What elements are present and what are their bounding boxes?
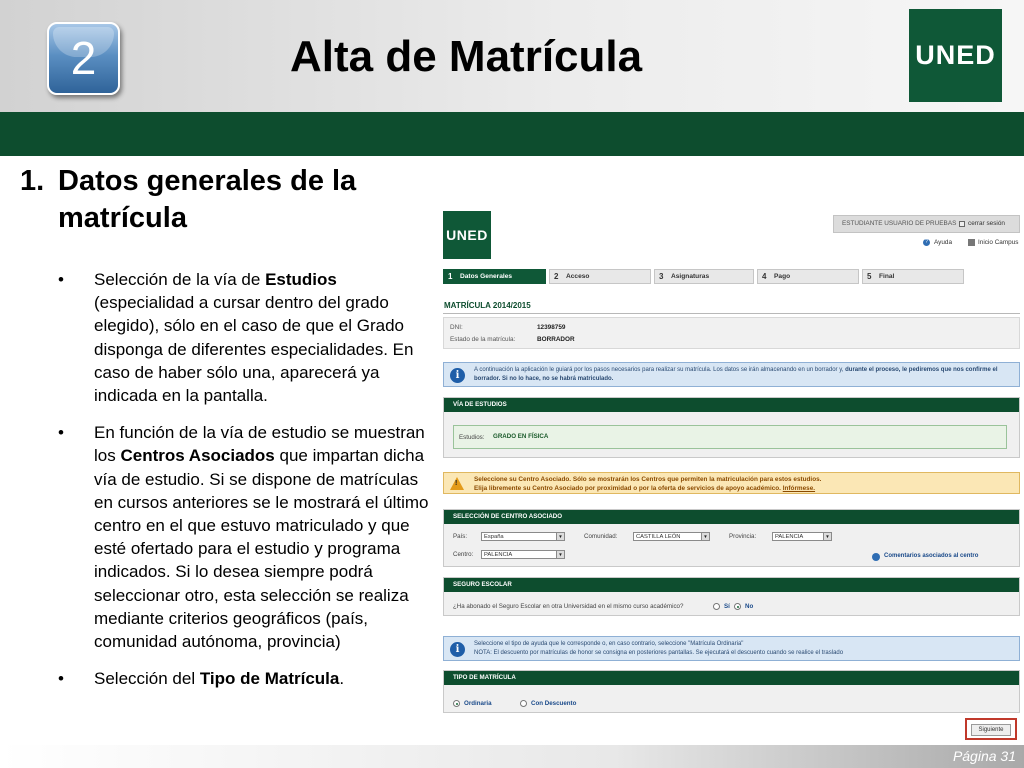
ordinaria-radio[interactable]	[453, 700, 460, 707]
slide-footer	[0, 745, 1024, 768]
provincia-label: Provincia:	[729, 533, 757, 540]
bullet-item	[58, 667, 436, 690]
step-acceso[interactable]: 2 Acceso	[549, 269, 651, 284]
intro-notice	[443, 362, 1020, 387]
matricula-title: MATRÍCULA 2014/2015	[444, 301, 531, 310]
step-final[interactable]: 5 Final	[862, 269, 964, 284]
help-link[interactable]: Ayuda	[934, 239, 953, 246]
dni-value: 12398759	[537, 324, 566, 331]
bullet-bold-text: Centros Asociados	[120, 446, 275, 466]
bullet-item	[58, 421, 436, 653]
chevron-down-icon: ▼	[556, 551, 564, 558]
help-icon[interactable]: ?	[923, 239, 930, 246]
divider	[443, 313, 1020, 314]
centro-asociado-panel	[443, 509, 1020, 567]
bullet-marker: •	[58, 423, 64, 443]
chevron-down-icon: ▼	[701, 533, 709, 540]
centro-label: Centro:	[453, 551, 474, 558]
ayuda-notice	[443, 636, 1020, 661]
seguro-escolar-panel	[443, 577, 1020, 616]
page-number: Página 31	[952, 748, 1016, 764]
estudios-label: Estudios:	[459, 434, 485, 441]
ayuda-text: Seleccione el tipo de ayuda que le corresponde o, en caso contrario, seleccione "Matrícula Ordinaria" NOTA: El descuento por matrículas de honor se consigna en posteriores pantallas. Se ejecutará el descuento cuando se realice el traslado	[474, 641, 844, 656]
dni-label: DNI:	[450, 324, 463, 331]
seguro-escolar-header: SEGURO ESCOLAR	[444, 578, 1019, 592]
section-title: Datos generales de la matrícula	[58, 165, 357, 234]
uned-logo: UNED	[909, 9, 1002, 102]
comunidad-label: Comunidad:	[584, 533, 618, 540]
logout-link[interactable]: cerrar sesión	[968, 220, 1005, 227]
bullet-text: Selección de la vía de	[94, 270, 266, 289]
slide-header	[0, 0, 1024, 112]
app-logo: UNED	[443, 211, 491, 259]
slide-title: Alta de Matrícula	[290, 32, 643, 81]
seguro-si-label: Sí	[724, 603, 730, 610]
info-icon: i	[450, 642, 465, 657]
centro-warning: ! Seleccione su Centro Asociado. Sólo se mostrarán los Centros que permiten la matriculación para estos estudios. Elija libremente su Centro Asociado por proximidad o por la oferta de servicios de apoyo académico. Infórmese.	[443, 472, 1020, 494]
step-datos-generales[interactable]: 1 Datos Generales	[443, 269, 546, 284]
step-number-badge: 2	[47, 22, 120, 95]
bullet-text: Selección del	[94, 669, 200, 689]
con-descuento-label: Con Descuento	[531, 700, 577, 707]
step-pago[interactable]: 4 Pago	[757, 269, 859, 284]
next-button-highlight	[965, 718, 1017, 740]
user-name: ESTUDIANTE USUARIO DE PRUEBAS	[842, 220, 957, 227]
centro-asociado-header: SELECCIÓN DE CENTRO ASOCIADO	[444, 510, 1019, 524]
siguiente-button[interactable]: Siguiente	[971, 724, 1011, 736]
seguro-no-radio[interactable]	[734, 603, 741, 610]
tipo-matricula-header: TIPO DE MATRÍCULA	[444, 671, 1019, 685]
bullet-bold-text: Tipo de Matrícula	[199, 669, 340, 689]
centro-select[interactable]: PALENCIA ▼	[481, 550, 565, 559]
embedded-screenshot	[443, 206, 1021, 744]
tipo-matricula-panel	[443, 670, 1020, 713]
home-icon[interactable]	[968, 239, 975, 246]
estado-label: Estado de la matrícula:	[450, 336, 516, 343]
progress-steps	[443, 269, 968, 284]
bullet-text: (especialidad a cursar dentro del grado elegido), sólo en el caso de que el Grado disponga de diferentes especialidades. En caso de haber sólo una, aparecerá ya indicada en la pantalla.	[94, 293, 414, 406]
provincia-select[interactable]: PALENCIA ▼	[772, 532, 832, 541]
con-descuento-radio[interactable]	[520, 700, 527, 707]
notice-text: A continuación la aplicación le guiará por los pasos necesarios para realizar su matrícula. Los datos se irán almacenando en un borrador y, durante el proceso, le pediremos que nos confirme el borrador. Si no lo hace, no se habrá matriculado.	[474, 367, 998, 382]
estado-value: BORRADOR	[537, 336, 575, 343]
logout-icon[interactable]	[959, 221, 965, 227]
user-bar	[833, 215, 1020, 233]
ordinaria-label: Ordinaria	[464, 700, 492, 707]
bullet-text: En función de la vía de estudio se muestran los	[94, 423, 425, 466]
seguro-no-label: No	[745, 603, 754, 610]
bullet-text: que impartan dicha vía de estudio. Si se dispone de matrículas en cursos anteriores se le mostrará el último centro en el que estuvo matriculado y que esté ofertado para el estudio y programa indicados. Si lo desea siempre podrá seleccionar otro, esta selección se realiza mediante criterios geográficos (país, comunidad autónoma, provincia)	[94, 446, 429, 652]
home-link[interactable]: Inicio Campus	[978, 239, 1019, 246]
bullet-list	[58, 268, 436, 704]
bullet-marker: •	[58, 669, 64, 689]
via-estudios-box	[453, 425, 1007, 449]
header-green-band	[0, 112, 1024, 156]
section-number: 1.	[20, 165, 45, 197]
bullet-text: .	[339, 669, 345, 689]
seguro-si-radio[interactable]	[713, 603, 720, 610]
informese-link[interactable]: Infórmese.	[782, 484, 816, 492]
bullet-item	[58, 268, 436, 407]
warning-text: Seleccione su Centro Asociado. Sólo se mostrarán los Centros que permiten la matriculación para estos estudios. Elija libremente su Centro Asociado por proximidad o por la oferta de servicios de apoyo académico. Infórmese.	[474, 476, 822, 492]
via-estudios-header: VÍA DE ESTUDIOS	[444, 398, 1019, 412]
info-icon: i	[450, 368, 465, 383]
comentarios-centro-link[interactable]: Comentarios asociados al centro	[884, 553, 979, 559]
chevron-down-icon: ▼	[823, 533, 831, 540]
bullet-bold-text: Estudios	[265, 270, 337, 289]
estudios-value: GRADO EN FÍSICA	[493, 433, 549, 440]
step-asignaturas[interactable]: 3 Asignaturas	[654, 269, 754, 284]
pais-select[interactable]: España ▼	[481, 532, 565, 541]
student-info	[443, 317, 1020, 349]
comments-icon[interactable]	[872, 553, 880, 561]
bullet-marker: •	[58, 270, 64, 289]
pais-label: País:	[453, 533, 468, 540]
chevron-down-icon: ▼	[556, 533, 564, 540]
comunidad-select[interactable]: CASTILLA LEÓN ▼	[633, 532, 710, 541]
top-links	[913, 237, 1021, 249]
seguro-question: ¿Ha abonado el Seguro Escolar en otra Universidad en el mismo curso académico?	[453, 603, 684, 610]
via-estudios-panel	[443, 397, 1020, 458]
